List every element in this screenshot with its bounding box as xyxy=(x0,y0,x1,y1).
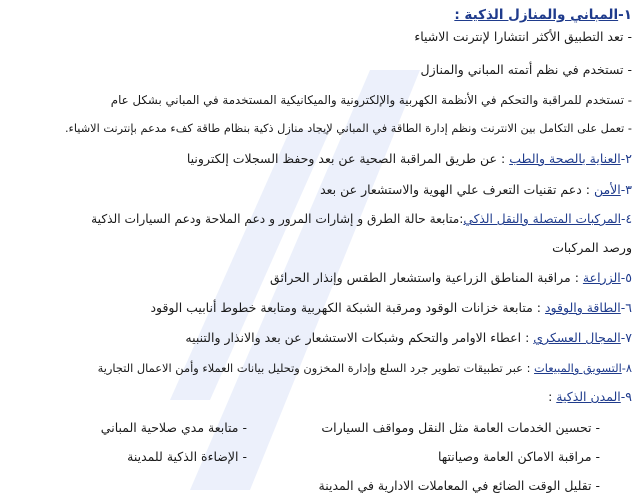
list-item xyxy=(150,300,632,316)
item-title: الطاقة والوقود xyxy=(544,300,621,315)
item-number: ٦- xyxy=(620,300,632,315)
list-item xyxy=(98,360,632,376)
city-row xyxy=(32,449,632,465)
list-item xyxy=(270,270,632,286)
item-title: المدن الذكية xyxy=(556,389,621,404)
city-row xyxy=(32,420,632,436)
list-item xyxy=(91,211,632,227)
item-number: ٥- xyxy=(620,270,632,285)
bullet-line: - تعمل على التكامل بين الانترنت ونظم إدارة الطاقة في المباني لإيجاد منازل ذكية بنظام طاقة كفء مدعم بإنترنت الاشياء. xyxy=(64,122,632,135)
heading-number: ١- xyxy=(618,7,632,23)
city-row xyxy=(32,478,632,494)
list-item xyxy=(548,389,632,405)
item-text: : متابعة خزانات الوقود ومرقبة الشبكة الكهربية ومتابعة خطوط أنابيب الوقود xyxy=(150,300,541,315)
item-text: : عبر تطبيقات تطوير جرد السلع وإدارة المخزون وتحليل بيانات العملاء وأمن الاعمال التجارية xyxy=(97,361,531,375)
list-item xyxy=(185,330,632,346)
item-number: ٣- xyxy=(620,182,632,197)
item-number: ٨- xyxy=(621,361,632,375)
item-title: المركبات المتصلة والنقل الذكي xyxy=(463,212,622,226)
bullet-line: - تستخدم في نظم أتمته المباني والمنازل xyxy=(420,62,632,77)
item-text: : دعم تقنيات التعرف علي الهوية والاستشعار عن بعد xyxy=(320,182,590,197)
city-point: - متابعة مدي صلاحية المباني xyxy=(100,420,247,435)
section-heading xyxy=(454,7,632,23)
item-text: : مراقبة المناطق الزراعية واستشعار الطقس وإنذار الحرائق xyxy=(270,270,579,285)
item-text: : اعطاء الاوامر والتحكم وشبكات الاستشعار عن بعد والانذار والتنبيه xyxy=(185,330,530,345)
city-point: - الإضاءة الذكية للمدينة xyxy=(127,449,247,464)
item-title: العناية بالصحة والطب xyxy=(509,151,621,166)
list-item xyxy=(320,182,632,198)
item-title: الأمن xyxy=(593,182,621,197)
item-number: ٤- xyxy=(621,212,632,226)
item-title: التسويق والمبيعات xyxy=(534,361,622,375)
item-continuation: ورصد المركبات xyxy=(552,240,632,255)
item-text: : عن طريق المراقبة الصحية عن بعد وحفظ السجلات إلكترونيا xyxy=(186,151,506,166)
list-item xyxy=(187,151,632,167)
item-title: الزراعة xyxy=(582,270,621,285)
item-title: المجال العسكري xyxy=(533,330,621,345)
heading-title: المباني والمنازل الذكية : xyxy=(454,7,619,23)
item-number: ٩- xyxy=(620,389,632,404)
city-point: - تحسين الخدمات العامة مثل النقل ومواقف السيارات xyxy=(321,420,600,435)
item-number: ٧- xyxy=(620,330,632,345)
item-number: ٢- xyxy=(620,151,632,166)
bullet-line: - تعد التطبيق الأكثر انتشارا لإنترنت الاشياء xyxy=(414,29,632,44)
item-text: :متابعة حالة الطرق و إشارات المرور و دعم الملاحة ودعم السيارات الذكية xyxy=(91,212,464,226)
item-text: : xyxy=(548,389,553,404)
bullet-line: - تستخدم للمراقبة والتحكم في الأنظمة الكهربية والإلكترونية والميكانيكية المستخدمة في المباني بشكل عام xyxy=(110,93,632,107)
city-point: - مراقبة الاماكن العامة وصيانتها xyxy=(437,449,600,464)
city-point: - تقليل الوقت الضائع في المعاملات الادارية في المدينة xyxy=(318,478,600,493)
